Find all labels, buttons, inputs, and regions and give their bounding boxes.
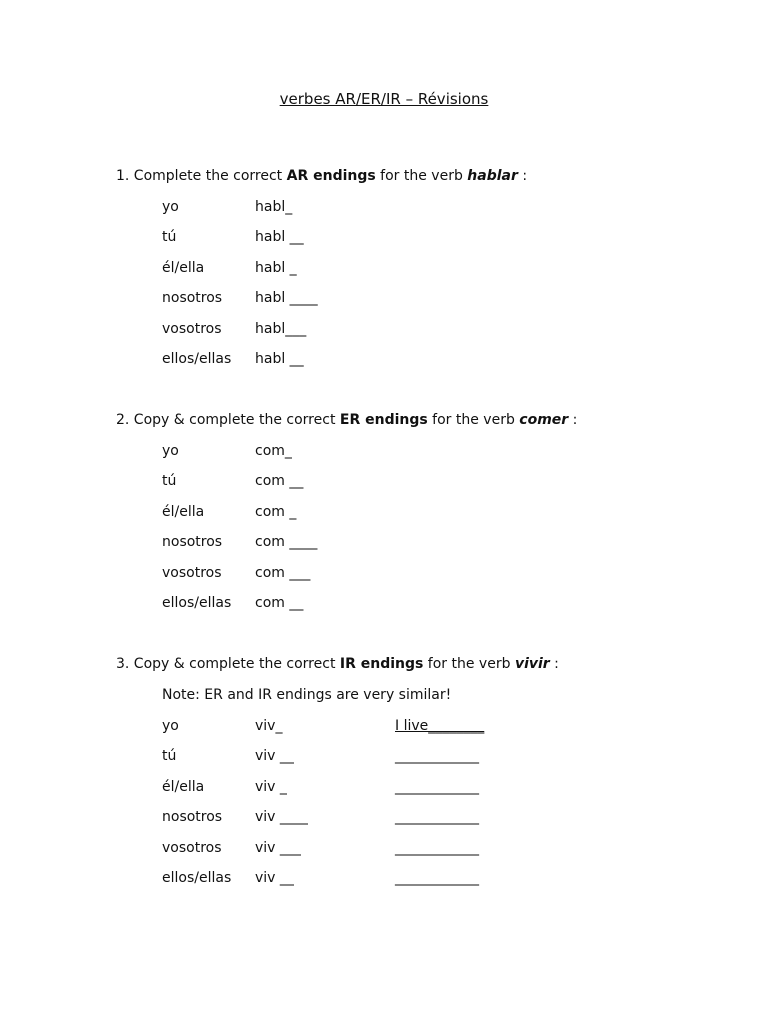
pronoun: nosotros [162, 809, 223, 825]
section-2-heading [116, 412, 577, 428]
verb-form: com_ [255, 443, 292, 459]
translation-blank: ____________ [395, 779, 479, 795]
verb-form: com ___ [255, 565, 311, 581]
pronoun: yo [162, 718, 179, 734]
section-suffix: : [517, 168, 528, 184]
verb-form: habl_ [255, 199, 293, 215]
verb-form: habl __ [255, 351, 304, 367]
pronoun: vosotros [162, 565, 222, 581]
pronoun: vosotros [162, 840, 222, 856]
pronoun: ellos/ellas [162, 351, 232, 367]
translation-blank: ____________ [395, 870, 479, 886]
pronoun: vosotros [162, 321, 222, 337]
verb-form: viv_ [255, 718, 283, 734]
section-1-heading [116, 168, 527, 184]
pronoun: tú [162, 229, 177, 245]
verb-form: habl___ [255, 321, 307, 337]
section-middle: for the verb [427, 412, 520, 428]
pronoun: yo [162, 443, 179, 459]
verb-form: com __ [255, 595, 304, 611]
pronoun: ellos/ellas [162, 870, 232, 886]
verb-form: viv ___ [255, 840, 301, 856]
section-prefix: 2. Copy & complete the correct [116, 412, 340, 428]
verb-form: com __ [255, 473, 304, 489]
pronoun: tú [162, 748, 177, 764]
translation-blank: I live________ [395, 718, 485, 734]
section-prefix: 3. Copy & complete the correct [116, 656, 340, 672]
section-3-heading [116, 656, 559, 672]
pronoun: ellos/ellas [162, 595, 232, 611]
section-ending: AR endings [286, 168, 376, 184]
pronoun: nosotros [162, 290, 223, 306]
pronoun: él/ella [162, 779, 205, 795]
section-verb: comer [519, 412, 569, 428]
verb-form: viv _ [255, 779, 287, 795]
verb-form: viv __ [255, 870, 294, 886]
pronoun: yo [162, 199, 179, 215]
page-title: verbes AR/ER/IR – Révisions [279, 90, 489, 108]
verb-form: habl ____ [255, 290, 318, 306]
section-ending: ER endings [339, 412, 428, 428]
pronoun: tú [162, 473, 177, 489]
pronoun: nosotros [162, 534, 223, 550]
section-middle: for the verb [423, 656, 515, 672]
verb-form: com ____ [255, 534, 318, 550]
section-prefix: 1. Complete the correct [116, 168, 287, 184]
section-ending: IR endings [339, 656, 424, 672]
verb-form: habl __ [255, 229, 304, 245]
verb-form: com _ [255, 504, 297, 520]
section-verb: vivir [514, 656, 550, 672]
pronoun: él/ella [162, 260, 205, 276]
translation-blank: ____________ [395, 809, 479, 825]
verb-form: habl _ [255, 260, 297, 276]
pronoun: él/ella [162, 504, 205, 520]
section-suffix: : [549, 656, 559, 672]
section-suffix: : [568, 412, 578, 428]
verb-form: viv ____ [255, 809, 308, 825]
translation-blank: ____________ [395, 840, 479, 856]
section-note: Note: ER and IR endings are very similar! [162, 687, 452, 703]
section-middle: for the verb [375, 168, 468, 184]
translation-blank: ____________ [395, 748, 479, 764]
section-verb: hablar [467, 168, 518, 184]
verb-form: viv __ [255, 748, 294, 764]
